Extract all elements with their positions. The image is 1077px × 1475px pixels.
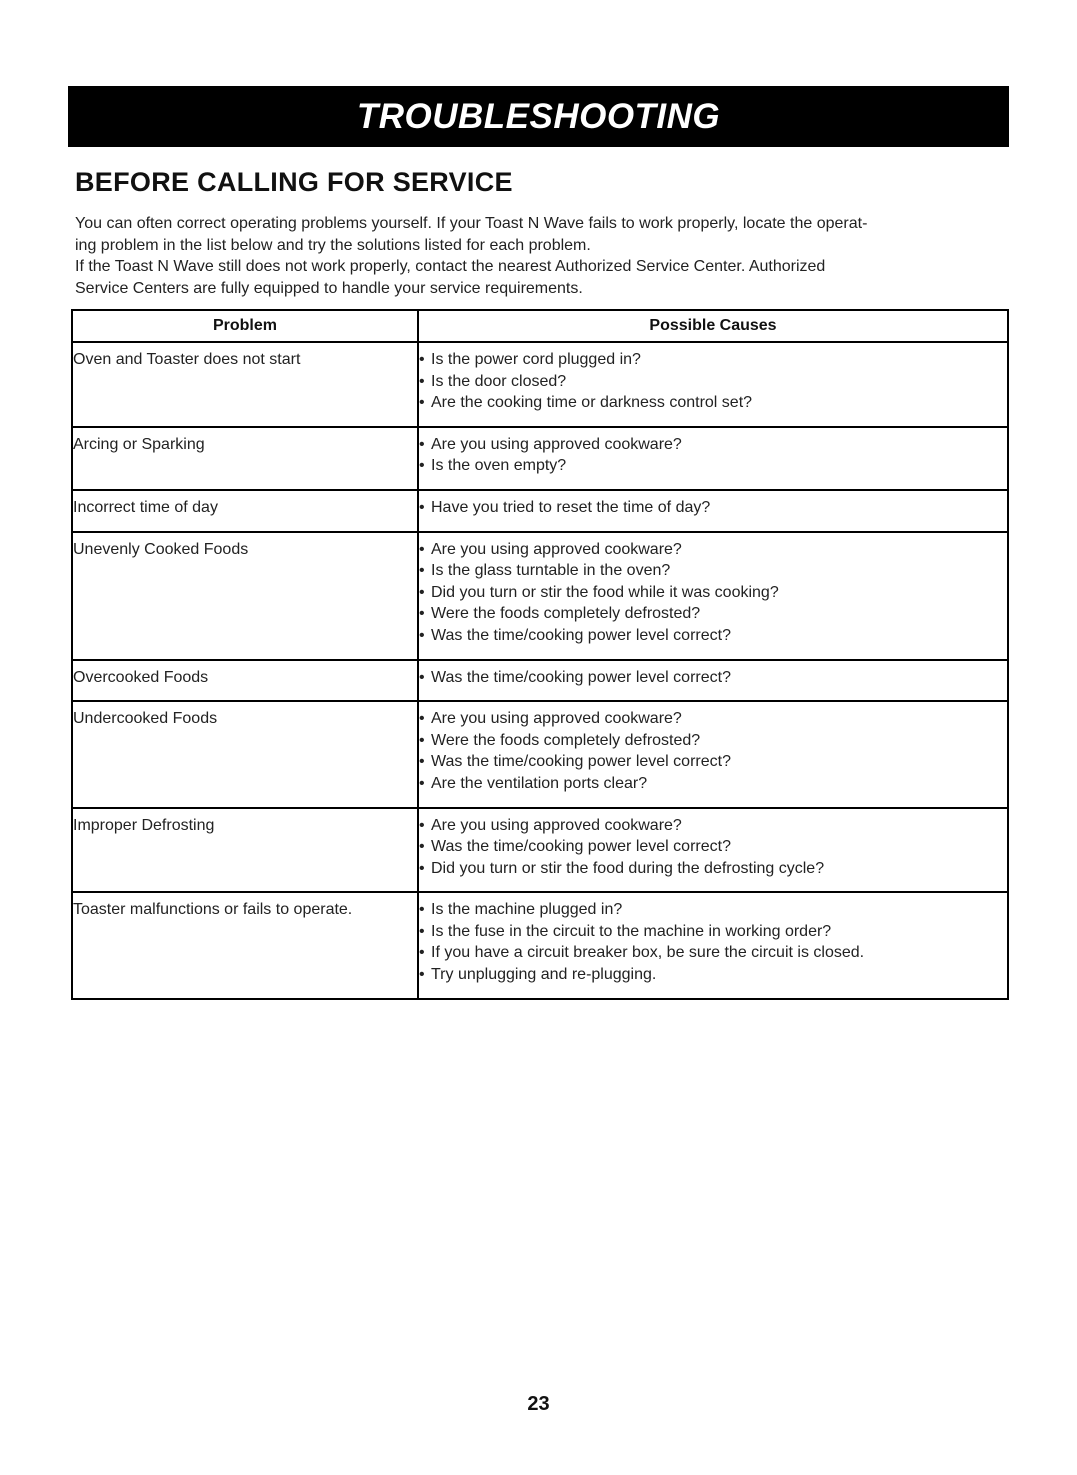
cause-text: Did you turn or stir the food while it was cooking? — [431, 583, 779, 601]
table-row — [72, 490, 1008, 532]
cause-text: Are you using approved cookware? — [431, 435, 682, 453]
bullet-icon: • — [419, 498, 425, 516]
cause-item — [419, 392, 1007, 414]
bullet-icon: • — [419, 944, 425, 962]
bullet-icon: • — [419, 731, 425, 749]
bullet-icon: • — [419, 966, 425, 984]
causes-cell — [418, 427, 1008, 490]
causes-cell — [418, 660, 1008, 702]
problem-cell: Oven and Toaster does not start — [72, 342, 418, 427]
bullet-icon: • — [419, 394, 425, 412]
cause-item — [419, 603, 1007, 625]
cause-item — [419, 921, 1007, 943]
cause-item — [419, 434, 1007, 456]
table-row — [72, 427, 1008, 490]
cause-item — [419, 371, 1007, 393]
causes-cell — [418, 490, 1008, 532]
table-row — [72, 701, 1008, 807]
cause-item — [419, 815, 1007, 837]
cause-text: Was the time/cooking power level correct? — [431, 753, 731, 771]
cause-text: Are you using approved cookware? — [431, 540, 682, 558]
cause-text: Did you turn or stir the food during the defrosting cycle? — [431, 859, 825, 877]
section-title: BEFORE CALLING FOR SERVICE — [75, 167, 513, 197]
bullet-icon: • — [419, 540, 425, 558]
cause-list — [419, 815, 1007, 880]
cause-text: Are the ventilation ports clear? — [431, 774, 648, 792]
problem-cell: Toaster malfunctions or fails to operate. — [72, 892, 418, 998]
cause-text: Are the cooking time or darkness control set? — [431, 394, 753, 412]
cause-text: Is the power cord plugged in? — [431, 351, 641, 368]
bullet-icon: • — [419, 753, 425, 771]
cause-item — [419, 582, 1007, 604]
bullet-icon: • — [419, 435, 425, 453]
problem-cell: Undercooked Foods — [72, 701, 418, 807]
page-banner: TROUBLESHOOTING — [68, 86, 1009, 147]
bullet-icon: • — [419, 816, 425, 834]
intro-text — [75, 213, 1005, 299]
cause-item — [419, 942, 1007, 964]
bullet-icon: • — [419, 901, 425, 919]
cause-text: Was the time/cooking power level correct? — [431, 626, 731, 644]
problem-cell: Overcooked Foods — [72, 660, 418, 702]
cause-text: Were the foods completely defrosted? — [431, 605, 701, 623]
cause-text: Are you using approved cookware? — [431, 710, 682, 728]
table-row — [72, 660, 1008, 702]
causes-cell — [418, 892, 1008, 998]
cause-list — [419, 349, 1007, 414]
bullet-icon: • — [419, 859, 425, 877]
cause-item — [419, 497, 1007, 519]
intro-line: ing problem in the list below and try the solutions listed for each problem. — [75, 236, 591, 254]
table-row — [72, 892, 1008, 998]
problem-cell: Improper Defrosting — [72, 808, 418, 893]
cause-text: Were the foods completely defrosted? — [431, 731, 701, 749]
bullet-icon: • — [419, 838, 425, 856]
cause-text: Have you tried to reset the time of day? — [431, 498, 711, 516]
cause-item — [419, 667, 1007, 689]
cause-list — [419, 497, 1007, 519]
bullet-icon: • — [419, 583, 425, 601]
intro-line: You can often correct operating problems yourself. If your Toast N Wave fails to work properly, locate the operat- — [75, 215, 868, 232]
cause-text: Is the glass turntable in the oven? — [431, 562, 671, 580]
problem-cell: Unevenly Cooked Foods — [72, 532, 418, 660]
header-problem: Problem — [72, 310, 418, 342]
cause-item — [419, 455, 1007, 477]
cause-text: Is the door closed? — [431, 372, 567, 390]
cause-item — [419, 836, 1007, 858]
table-row — [72, 342, 1008, 427]
cause-item — [419, 773, 1007, 795]
cause-text: Are you using approved cookware? — [431, 816, 682, 834]
cause-text: Is the machine plugged in? — [431, 901, 623, 919]
cause-list — [419, 667, 1007, 689]
cause-text: If you have a circuit breaker box, be sure the circuit is closed. — [431, 944, 865, 962]
causes-cell — [418, 342, 1008, 427]
bullet-icon: • — [419, 626, 425, 644]
troubleshooting-table — [71, 309, 1009, 1000]
cause-text: Was the time/cooking power level correct? — [431, 668, 731, 686]
table-body — [72, 342, 1008, 999]
bullet-icon: • — [419, 457, 425, 475]
cause-list — [419, 539, 1007, 647]
problem-cell: Incorrect time of day — [72, 490, 418, 532]
cause-list — [419, 708, 1007, 794]
intro-line: If the Toast N Wave still does not work properly, contact the nearest Authorized Service Center. Authorized — [75, 258, 826, 275]
bullet-icon: • — [419, 774, 425, 792]
bullet-icon: • — [419, 562, 425, 580]
problem-cell: Arcing or Sparking — [72, 427, 418, 490]
cause-list — [419, 899, 1007, 985]
bullet-icon: • — [419, 710, 425, 728]
cause-text: Try unplugging and re-plugging. — [431, 966, 657, 984]
cause-item — [419, 730, 1007, 752]
bullet-icon: • — [419, 922, 425, 940]
table-row — [72, 532, 1008, 660]
intro-line: Service Centers are fully equipped to handle your service requirements. — [75, 279, 583, 297]
causes-cell — [418, 808, 1008, 893]
bullet-icon: • — [419, 605, 425, 623]
table-row — [72, 808, 1008, 893]
cause-item — [419, 899, 1007, 921]
table-header-row — [72, 310, 1008, 342]
cause-item — [419, 560, 1007, 582]
cause-item — [419, 708, 1007, 730]
page-number: 23 — [527, 1393, 550, 1415]
cause-list — [419, 434, 1007, 477]
cause-item — [419, 349, 1007, 371]
causes-cell — [418, 532, 1008, 660]
bullet-icon: • — [419, 668, 425, 686]
cause-item — [419, 625, 1007, 647]
cause-item — [419, 964, 1007, 986]
cause-item — [419, 858, 1007, 880]
cause-item — [419, 751, 1007, 773]
cause-text: Was the time/cooking power level correct? — [431, 838, 731, 856]
bullet-icon: • — [419, 351, 425, 368]
cause-text: Is the oven empty? — [431, 457, 567, 475]
header-possible-causes: Possible Causes — [418, 310, 1008, 342]
causes-cell — [418, 701, 1008, 807]
bullet-icon: • — [419, 372, 425, 390]
cause-item — [419, 539, 1007, 561]
cause-text: Is the fuse in the circuit to the machine in working order? — [431, 922, 832, 940]
